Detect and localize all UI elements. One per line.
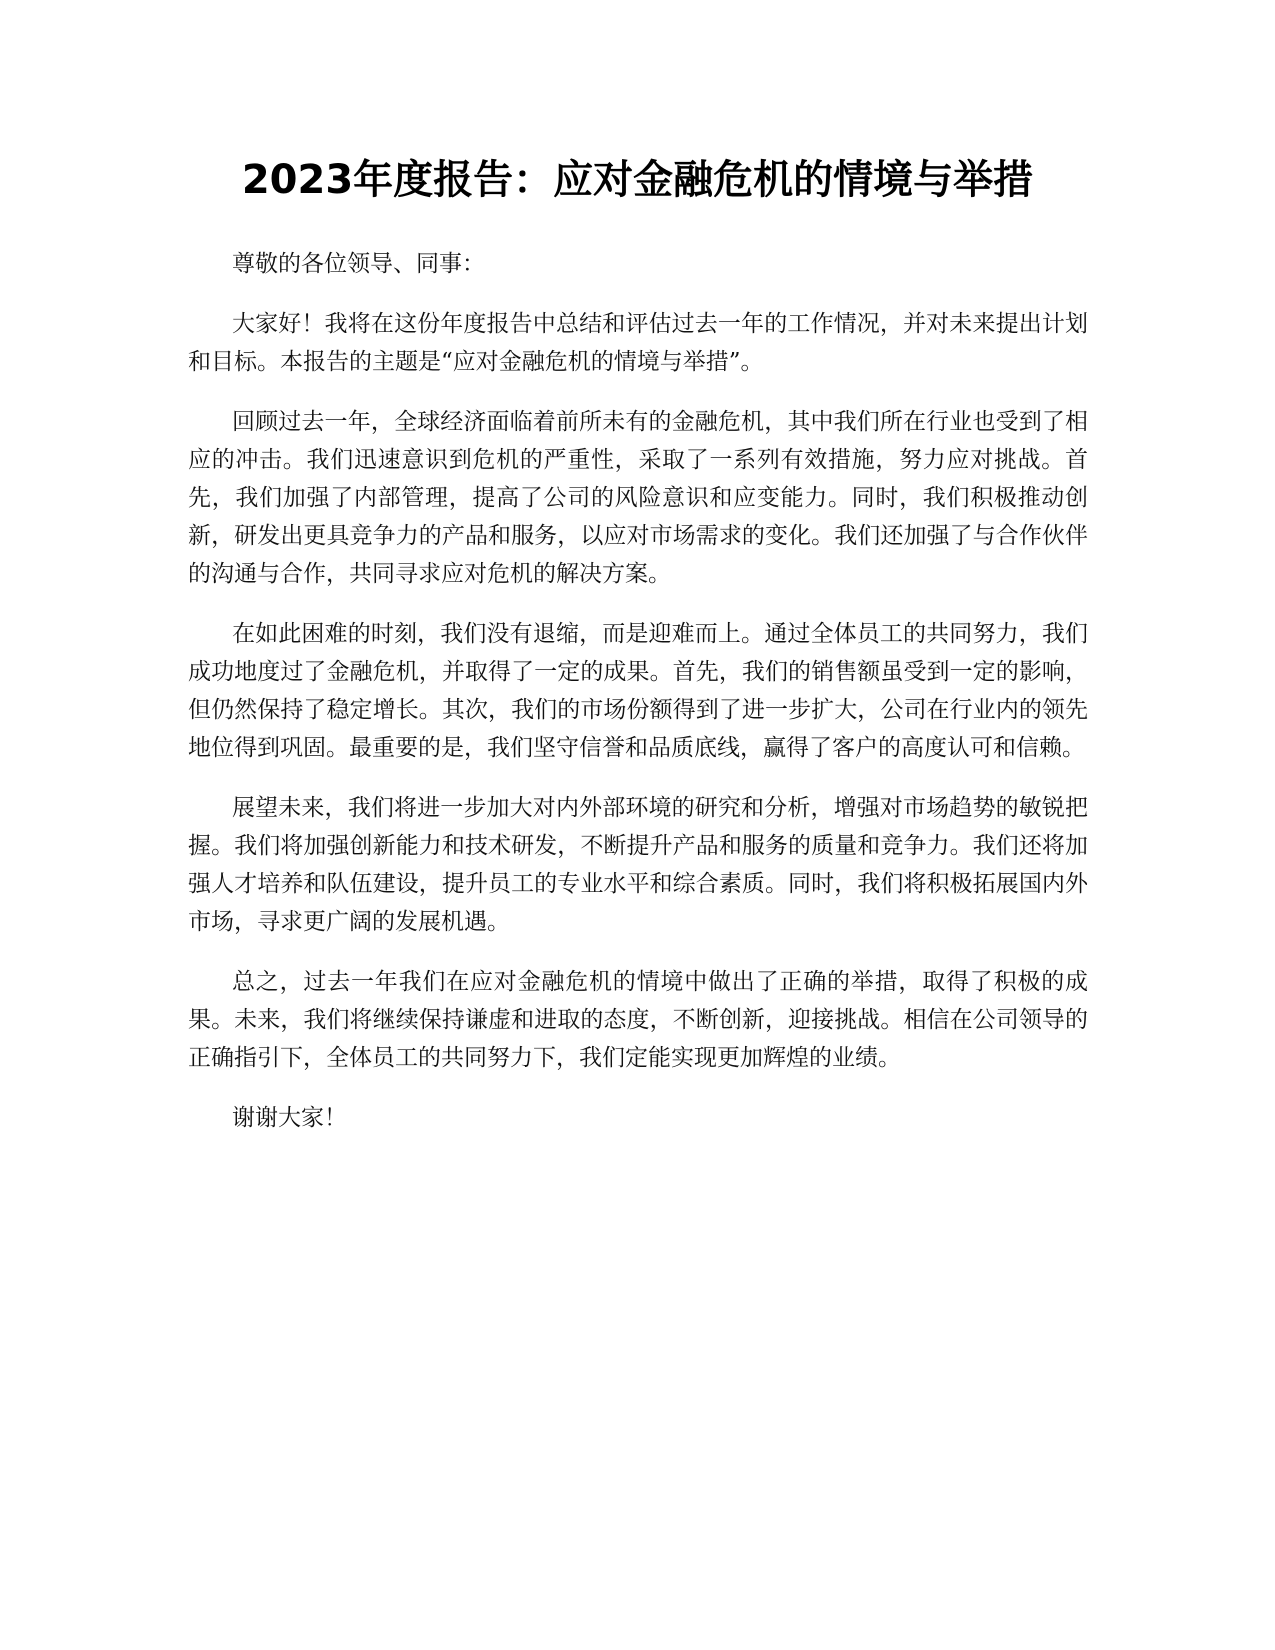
achievements-paragraph: 在如此困难的时刻，我们没有退缩，而是迎难而上。通过全体员工的共同努力，我们成功地度过了金融危机，并取得了一定的成果。首先，我们的销售额虽受到一定的影响，但仍然保持了稳定增长。其次，我们的市场份额得到了进一步扩大，公司在行业内的领先地位得到巩固。最重要的是，我们坚守信誉和品质底线，赢得了客户的高度认可和信赖。 [188, 621, 1088, 761]
closing-paragraph: 谢谢大家！ [232, 1105, 347, 1131]
salutation-paragraph: 尊敬的各位领导、同事： [232, 251, 485, 277]
outlook-paragraph: 展望未来，我们将进一步加大对内外部环境的研究和分析，增强对市场趋势的敏锐把握。我们将加强创新能力和技术研发，不断提升产品和服务的质量和竞争力。我们还将加强人才培养和队伍建设，提升员工的专业水平和综合素质。同时，我们将积极拓展国内外市场，寻求更广阔的发展机遇。 [188, 795, 1088, 935]
review-paragraph: 回顾过去一年，全球经济面临着前所未有的金融危机，其中我们所在行业也受到了相应的冲击。我们迅速意识到危机的严重性，采取了一系列有效措施，努力应对挑战。首先，我们加强了内部管理，提高了公司的风险意识和应变能力。同时，我们积极推动创新，研发出更具竞争力的产品和服务，以应对市场需求的变化。我们还加强了与合作伙伴的沟通与合作，共同寻求应对危机的解决方案。 [188, 409, 1088, 587]
document-body [188, 245, 1088, 1159]
document-title: 2023年度报告：应对金融危机的情境与举措 [241, 157, 1034, 203]
conclusion-paragraph: 总之，过去一年我们在应对金融危机的情境中做出了正确的举措，取得了积极的成果。未来，我们将继续保持谦虚和进取的态度，不断创新，迎接挑战。相信在公司领导的正确指引下，全体员工的共同努力下，我们定能实现更加辉煌的业绩。 [188, 969, 1088, 1071]
intro-paragraph: 大家好！我将在这份年度报告中总结和评估过去一年的工作情况，并对未来提出计划和目标。本报告的主题是“应对金融危机的情境与举措”。 [188, 311, 1088, 375]
